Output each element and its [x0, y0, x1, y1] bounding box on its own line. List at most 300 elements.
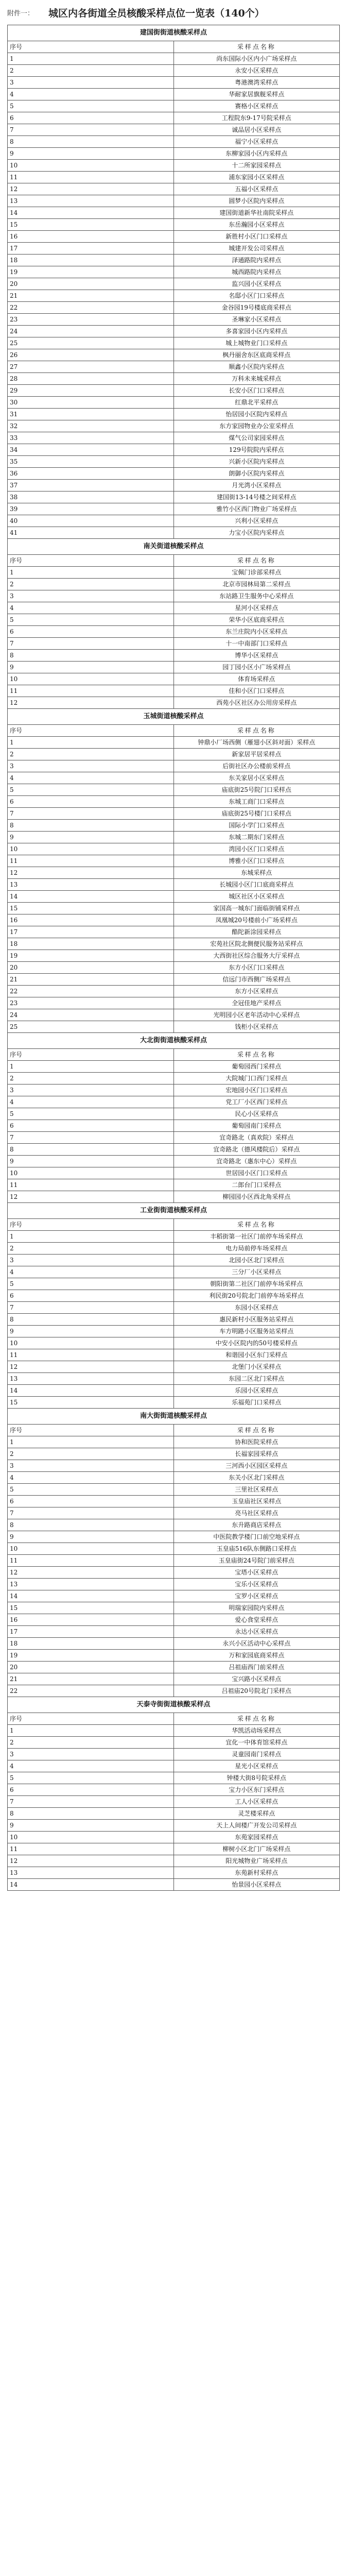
sampling-point-name: 大西街社区综合服务大厅采样点	[173, 950, 340, 962]
table-row	[8, 385, 340, 397]
table-row	[8, 373, 340, 385]
row-index: 17	[8, 243, 174, 255]
row-index: 5	[8, 1278, 174, 1290]
table-row	[8, 820, 340, 832]
column-header-name: 采样点名称	[173, 41, 340, 53]
table-row	[8, 1531, 340, 1543]
table-row	[8, 1772, 340, 1784]
row-index: 22	[8, 302, 174, 314]
sampling-point-name: 东柳家园小区内采样点	[173, 148, 340, 160]
section-title-row	[8, 1203, 340, 1219]
sampling-point-name: 三里社区采样点	[173, 1484, 340, 1496]
section-title-row	[8, 1697, 340, 1713]
sampling-point-name: 全冠佳地产采样点	[173, 997, 340, 1009]
sampling-point-name: 雅竹小区西门物业广场采样点	[173, 503, 340, 515]
section-title: 建国街街道核酸采样点	[8, 25, 340, 41]
row-index: 13	[8, 1579, 174, 1590]
column-header-index: 序号	[8, 555, 174, 567]
table-row	[8, 148, 340, 160]
sampling-point-name: 多喜家园小区内采样点	[173, 326, 340, 337]
table-row	[8, 1096, 340, 1108]
row-index: 5	[8, 784, 174, 796]
sampling-point-name: 东城工商门口采样点	[173, 796, 340, 808]
sampling-point-name: 荣华小区底商采样点	[173, 614, 340, 626]
row-index: 7	[8, 638, 174, 650]
sampling-point-name: 星光小区采样点	[173, 1760, 340, 1772]
table-row	[8, 1349, 340, 1361]
table-row	[8, 891, 340, 903]
table-row	[8, 986, 340, 997]
sampling-point-name: 华凯活动场采样点	[173, 1725, 340, 1737]
sampling-point-name: 后街社区办公楼前采样点	[173, 760, 340, 772]
sampling-point-name: 钟楼大街8号院采样点	[173, 1772, 340, 1784]
table-row	[8, 480, 340, 492]
row-index: 8	[8, 136, 174, 148]
sampling-point-name: 东关家居小区采样点	[173, 772, 340, 784]
table-row	[8, 1567, 340, 1579]
row-index: 18	[8, 938, 174, 950]
table-row	[8, 77, 340, 89]
row-index: 2	[8, 1243, 174, 1255]
table-row	[8, 492, 340, 503]
sampling-point-name: 长安小区门口采样点	[173, 385, 340, 397]
row-index: 7	[8, 1132, 174, 1144]
sampling-point-name: 建国街13-14号楼之间采样点	[173, 492, 340, 503]
row-index: 6	[8, 1784, 174, 1796]
row-index: 5	[8, 1484, 174, 1496]
table-row	[8, 255, 340, 266]
sampling-point-name: 家国高一城东门面临街铺采样点	[173, 903, 340, 914]
table-row	[8, 650, 340, 662]
table-row	[8, 1614, 340, 1626]
sampling-point-name: 庙底街25号院门口采样点	[173, 784, 340, 796]
sampling-point-name: 永达小区采样点	[173, 1626, 340, 1638]
table-row	[8, 974, 340, 986]
row-index: 19	[8, 950, 174, 962]
sampling-point-name: 玉皇庙516队东侧路口采样点	[173, 1543, 340, 1555]
row-index: 12	[8, 1191, 174, 1203]
row-index: 29	[8, 385, 174, 397]
row-index: 14	[8, 1385, 174, 1397]
table-row	[8, 1373, 340, 1385]
sampling-point-name: 赛格小区采样点	[173, 100, 340, 112]
row-index: 23	[8, 997, 174, 1009]
table-row	[8, 1650, 340, 1662]
sampling-point-name: 中安小区院内的50号楼采样点	[173, 1337, 340, 1349]
sampling-point-name: 永安小区采样点	[173, 65, 340, 77]
row-index: 4	[8, 1266, 174, 1278]
sampling-point-name: 新家居平居采样点	[173, 749, 340, 760]
table-row	[8, 456, 340, 468]
row-index: 37	[8, 480, 174, 492]
table-row	[8, 579, 340, 590]
row-index: 10	[8, 1543, 174, 1555]
row-index: 9	[8, 148, 174, 160]
sampling-point-name: 惠民新村小区服务站采样点	[173, 1314, 340, 1326]
table-row	[8, 662, 340, 673]
table-row	[8, 1108, 340, 1120]
sampling-point-name: 体育场采样点	[173, 673, 340, 685]
row-index: 7	[8, 1796, 174, 1808]
row-index: 35	[8, 456, 174, 468]
sampling-point-name: 长城园小区门口底商采样点	[173, 879, 340, 891]
sampling-point-name: 亮马社区采样点	[173, 1507, 340, 1519]
row-index: 4	[8, 602, 174, 614]
table-row	[8, 938, 340, 950]
row-index: 9	[8, 1531, 174, 1543]
sampling-point-name: 兴利小区采样点	[173, 515, 340, 527]
row-index: 3	[8, 1749, 174, 1760]
table-row	[8, 53, 340, 65]
sampling-point-name: 利民街20号院北门前停车场采样点	[173, 1290, 340, 1302]
row-index: 1	[8, 567, 174, 579]
row-index: 6	[8, 112, 174, 124]
table-row	[8, 1484, 340, 1496]
sampling-point-name: 东岳瀚园小区采样点	[173, 219, 340, 231]
table-row	[8, 1855, 340, 1867]
table-row	[8, 112, 340, 124]
row-index: 3	[8, 1084, 174, 1096]
row-index: 2	[8, 1448, 174, 1460]
section-title-row	[8, 539, 340, 555]
sampling-point-name: 顺鑫小区院内采样点	[173, 361, 340, 373]
table-row	[8, 1290, 340, 1302]
row-index: 6	[8, 1290, 174, 1302]
sampling-point-name: 凤凰城20号楼前小广场采样点	[173, 914, 340, 926]
sampling-point-name: 灵芝楼采样点	[173, 1808, 340, 1820]
table-row	[8, 1448, 340, 1460]
row-index: 15	[8, 1602, 174, 1614]
sampling-point-name: 博华小区采样点	[173, 650, 340, 662]
table-row	[8, 1156, 340, 1167]
table-row	[8, 527, 340, 539]
table-row	[8, 855, 340, 867]
sampling-point-name: 宝兴路小区采样点	[173, 1673, 340, 1685]
row-index: 32	[8, 420, 174, 432]
row-index: 4	[8, 1472, 174, 1484]
row-index: 14	[8, 1879, 174, 1891]
sampling-point-name: 福宁小区采样点	[173, 136, 340, 148]
row-index: 1	[8, 1725, 174, 1737]
table-row	[8, 737, 340, 749]
table-row	[8, 1760, 340, 1772]
sampling-point-name: 宝罗小区采样点	[173, 1590, 340, 1602]
table-row	[8, 1061, 340, 1073]
row-index: 20	[8, 962, 174, 974]
row-index: 13	[8, 195, 174, 207]
sampling-point-name: 新胜村小区门口采样点	[173, 231, 340, 243]
row-index: 2	[8, 749, 174, 760]
sampling-point-name: 煤气公司家园采样点	[173, 432, 340, 444]
sampling-point-name: 工人小区采样点	[173, 1796, 340, 1808]
table-row	[8, 1602, 340, 1614]
table-row	[8, 1397, 340, 1409]
table-row	[8, 1144, 340, 1156]
row-index: 5	[8, 1772, 174, 1784]
row-index: 7	[8, 1507, 174, 1519]
table-row	[8, 867, 340, 879]
sampling-point-name: 东方小区采样点	[173, 986, 340, 997]
sampling-point-name: 吕祖庙20号院北门采样点	[173, 1685, 340, 1697]
sampling-point-name: 永兴小区活动中心采样点	[173, 1638, 340, 1650]
table-row	[8, 1132, 340, 1144]
sampling-point-name: 兴新小区院内采样点	[173, 456, 340, 468]
row-index: 7	[8, 124, 174, 136]
sampling-point-name: 北京市园林局第二采样点	[173, 579, 340, 590]
table-row	[8, 65, 340, 77]
sampling-point-name: 西苑小区社区办公用房采样点	[173, 697, 340, 709]
row-index: 25	[8, 1021, 174, 1033]
sampling-point-name: 北园小区北门采样点	[173, 1255, 340, 1266]
column-header-index: 序号	[8, 1713, 174, 1725]
table-row	[8, 1436, 340, 1448]
row-index: 36	[8, 468, 174, 480]
table-row	[8, 326, 340, 337]
row-index: 5	[8, 1108, 174, 1120]
table-row	[8, 1021, 340, 1033]
sampling-point-name: 力宝小区院内采样点	[173, 527, 340, 539]
row-index: 19	[8, 266, 174, 278]
sampling-point-name: 宜化一中体育馆采样点	[173, 1737, 340, 1749]
row-index: 21	[8, 1673, 174, 1685]
sampling-point-name: 中医院教学楼门口前空地采样点	[173, 1531, 340, 1543]
sampling-point-name: 党工厂小区西门采样点	[173, 1096, 340, 1108]
row-index: 1	[8, 1231, 174, 1243]
table-row	[8, 926, 340, 938]
sampling-point-name: 明瑞家园院内采样点	[173, 1602, 340, 1614]
row-index: 10	[8, 673, 174, 685]
table-row	[8, 1460, 340, 1472]
table-row	[8, 1638, 340, 1650]
table-row	[8, 1278, 340, 1290]
row-index: 12	[8, 1855, 174, 1867]
row-index: 12	[8, 1361, 174, 1373]
table-row	[8, 1673, 340, 1685]
table-row	[8, 1737, 340, 1749]
table-row	[8, 997, 340, 1009]
row-index: 5	[8, 614, 174, 626]
table-row	[8, 962, 340, 974]
sampling-point-name: 监兴园小区采样点	[173, 278, 340, 290]
sampling-point-name: 建国街道新华社南院采样点	[173, 207, 340, 219]
table-row	[8, 843, 340, 855]
sampling-point-name: 葡萄园西门采样点	[173, 1061, 340, 1073]
row-index: 13	[8, 1373, 174, 1385]
table-row	[8, 1337, 340, 1349]
table-row	[8, 832, 340, 843]
sampling-point-name: 天上人间楼广开发公司采样点	[173, 1820, 340, 1832]
document-header	[0, 0, 347, 25]
table-row	[8, 243, 340, 255]
sampling-point-name: 世居园小区门口采样点	[173, 1167, 340, 1179]
row-index: 31	[8, 409, 174, 420]
sampling-point-name: 怡景园小区采样点	[173, 1879, 340, 1891]
sampling-point-name: 粤港澳湾采样点	[173, 77, 340, 89]
column-header-row	[8, 725, 340, 737]
row-index: 11	[8, 685, 174, 697]
sampling-point-name: 诚品居小区采样点	[173, 124, 340, 136]
table-row	[8, 1796, 340, 1808]
sampling-point-name: 东方小区门口采样点	[173, 962, 340, 974]
sampling-point-name: 宜奇路北（惠东中心）采样点	[173, 1156, 340, 1167]
row-index: 6	[8, 1496, 174, 1507]
column-header-index: 序号	[8, 1049, 174, 1061]
row-index: 17	[8, 1626, 174, 1638]
sampling-point-name: 泽通路院内采样点	[173, 255, 340, 266]
row-index: 10	[8, 1337, 174, 1349]
sampling-point-name: 柳树小区北门广场采样点	[173, 1843, 340, 1855]
sampling-point-name: 钱柜小区采样点	[173, 1021, 340, 1033]
row-index: 12	[8, 1567, 174, 1579]
sampling-point-name: 工程院东9-17号院采样点	[173, 112, 340, 124]
row-index: 20	[8, 1662, 174, 1673]
sampling-point-name: 东升路商店采样点	[173, 1519, 340, 1531]
row-index: 14	[8, 1590, 174, 1602]
row-index: 15	[8, 1397, 174, 1409]
table-row	[8, 409, 340, 420]
sampling-point-name: 城建开发公司采样点	[173, 243, 340, 255]
sampling-point-name: 万科未来城采样点	[173, 373, 340, 385]
row-index: 8	[8, 820, 174, 832]
table-row	[8, 673, 340, 685]
sampling-point-name: 玉皇庙街24号院门前采样点	[173, 1555, 340, 1567]
table-row	[8, 1231, 340, 1243]
table-row	[8, 444, 340, 456]
row-index: 5	[8, 100, 174, 112]
row-index: 10	[8, 160, 174, 172]
row-index: 15	[8, 219, 174, 231]
sampling-point-name: 朗御小区院内采样点	[173, 468, 340, 480]
table-row	[8, 1626, 340, 1638]
table-row	[8, 1820, 340, 1832]
sampling-point-name: 星河小区采样点	[173, 602, 340, 614]
table-row	[8, 266, 340, 278]
row-index: 2	[8, 579, 174, 590]
row-index: 24	[8, 326, 174, 337]
sampling-point-name: 东苑新村采样点	[173, 1867, 340, 1879]
row-index: 8	[8, 1519, 174, 1531]
sampling-point-name: 宏地园小区门口采样点	[173, 1084, 340, 1096]
sampling-point-name: 东城采样点	[173, 867, 340, 879]
sampling-point-name: 信远门市西侧广场采样点	[173, 974, 340, 986]
sampling-point-name: 北堡门小区采样点	[173, 1361, 340, 1373]
sampling-point-name: 城西路院内采样点	[173, 266, 340, 278]
section-title: 玉城街道核酸采样点	[8, 709, 340, 725]
row-index: 20	[8, 278, 174, 290]
column-header-name: 采样点名称	[173, 1049, 340, 1061]
row-index: 15	[8, 903, 174, 914]
row-index: 38	[8, 492, 174, 503]
row-index: 11	[8, 1349, 174, 1361]
table-row	[8, 1832, 340, 1843]
row-index: 11	[8, 1179, 174, 1191]
row-index: 39	[8, 503, 174, 515]
row-index: 2	[8, 1073, 174, 1084]
row-index: 16	[8, 231, 174, 243]
sampling-point-name: 城区社区小区采样点	[173, 891, 340, 903]
sampling-point-name: 宝塔小区采样点	[173, 1567, 340, 1579]
column-header-name: 采样点名称	[173, 1219, 340, 1231]
sampling-point-name: 宏苑社区院北侧便民服务站采样点	[173, 938, 340, 950]
sampling-point-name: 佳和小区门口采样点	[173, 685, 340, 697]
table-row	[8, 278, 340, 290]
sampling-point-name: 电力局前停车场采样点	[173, 1243, 340, 1255]
row-index: 17	[8, 926, 174, 938]
table-row	[8, 361, 340, 373]
row-index: 8	[8, 1144, 174, 1156]
table-row	[8, 136, 340, 148]
row-index: 9	[8, 1326, 174, 1337]
row-index: 4	[8, 772, 174, 784]
row-index: 1	[8, 1436, 174, 1448]
table-row	[8, 1314, 340, 1326]
row-index: 10	[8, 843, 174, 855]
row-index: 19	[8, 1650, 174, 1662]
sampling-point-name: 乐园小区采样点	[173, 1385, 340, 1397]
row-index: 2	[8, 1737, 174, 1749]
row-index: 3	[8, 760, 174, 772]
table-row	[8, 760, 340, 772]
row-index: 25	[8, 337, 174, 349]
sampling-point-name: 协和医院采样点	[173, 1436, 340, 1448]
sampling-point-name: 东关小区北门采样点	[173, 1472, 340, 1484]
row-index: 1	[8, 737, 174, 749]
row-index: 22	[8, 1685, 174, 1697]
table-row	[8, 207, 340, 219]
row-index: 21	[8, 974, 174, 986]
sampling-point-name: 名邸小区门口采样点	[173, 290, 340, 302]
sampling-point-name: 柳园园小区西北角采样点	[173, 1191, 340, 1203]
sampling-point-name: 宝乐小区采样点	[173, 1579, 340, 1590]
table-row	[8, 808, 340, 820]
row-index: 6	[8, 796, 174, 808]
row-index: 2	[8, 65, 174, 77]
column-header-index: 序号	[8, 41, 174, 53]
table-row	[8, 1266, 340, 1278]
row-index: 8	[8, 650, 174, 662]
sampling-point-name: 庙底街25号楼门口采样点	[173, 808, 340, 820]
column-header-row	[8, 1219, 340, 1231]
table-row	[8, 172, 340, 183]
table-row	[8, 1009, 340, 1021]
section-title: 大北街街道核酸采样点	[8, 1033, 340, 1049]
table-row	[8, 231, 340, 243]
sampling-point-name: 湾园小区门口采样点	[173, 843, 340, 855]
sampling-point-name: 圣琳家小区采样点	[173, 314, 340, 326]
sampling-points-table	[7, 25, 340, 1891]
sampling-point-name: 城上城物业门口采样点	[173, 337, 340, 349]
row-index: 6	[8, 1120, 174, 1132]
row-index: 27	[8, 361, 174, 373]
table-row	[8, 1543, 340, 1555]
table-row	[8, 337, 340, 349]
sampling-point-name: 长福家园采样点	[173, 1448, 340, 1460]
row-index: 23	[8, 314, 174, 326]
table-row	[8, 1472, 340, 1484]
table-row	[8, 1507, 340, 1519]
column-header-index: 序号	[8, 725, 174, 737]
sampling-point-name: 园丁园小区小广场采样点	[173, 662, 340, 673]
row-index: 16	[8, 914, 174, 926]
section-title-row	[8, 25, 340, 41]
table-row	[8, 590, 340, 602]
sampling-point-name: 怡居园小区院内采样点	[173, 409, 340, 420]
table-row	[8, 290, 340, 302]
sampling-point-name: 灵童园南门采样点	[173, 1749, 340, 1760]
sampling-point-name: 尚东国际小区内小广场采样点	[173, 53, 340, 65]
sampling-point-name: 东站路卫生服务中心采样点	[173, 590, 340, 602]
sampling-point-name: 朝阳街第二社区门前停车场采样点	[173, 1278, 340, 1290]
